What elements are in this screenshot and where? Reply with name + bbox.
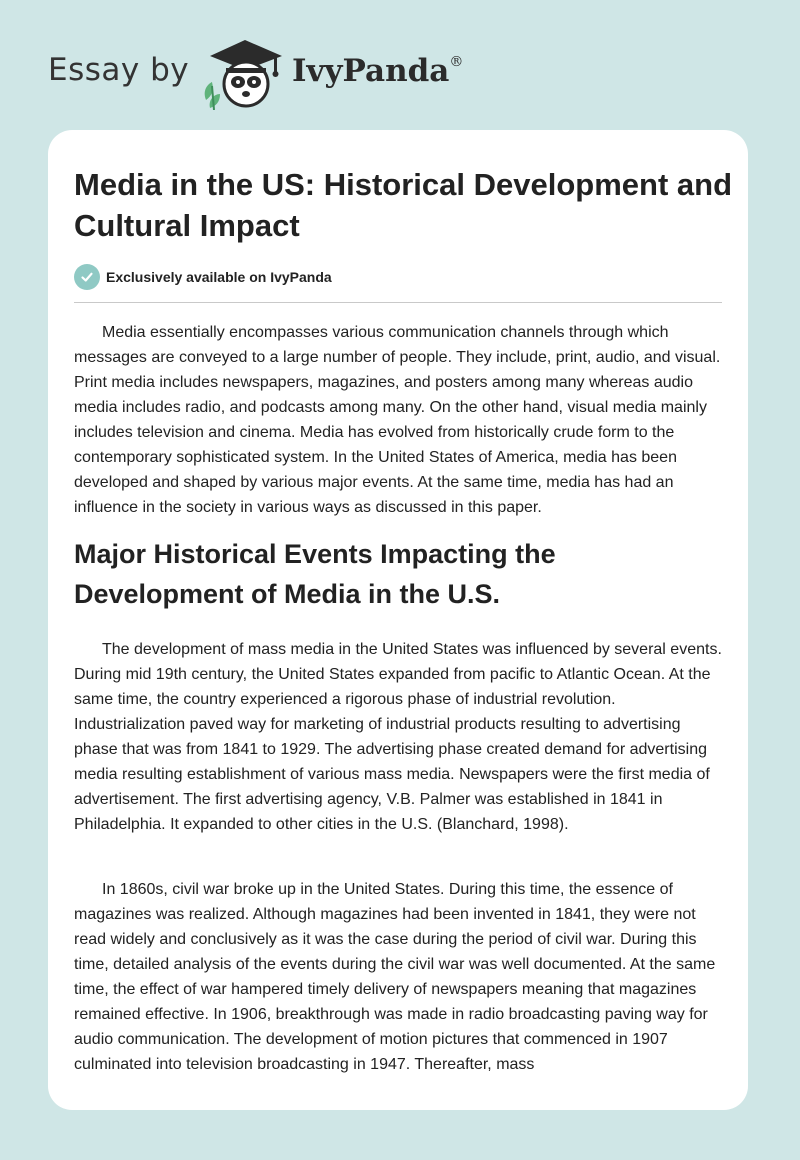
brand-prefix: Essay by xyxy=(48,52,190,88)
brand-name[interactable] xyxy=(292,53,463,89)
panda-graduation-cap-icon[interactable] xyxy=(200,34,290,110)
registered-mark: ® xyxy=(449,53,464,70)
exclusive-badge xyxy=(74,264,332,290)
paragraph-history: The development of mass media in the United States was influenced by several events. During mid 19th century, the United States expanded from pacific to Atlantic Ocean. At the same time, the country experienced a rigorous phase of industrial revolution. Industrialization paved way for marketing of industrial products resulting to advertising phase that was from 1841 to 1929. The advertising phase created demand for advertising media resulting establishment of various mass media. Newspapers were the first media of advertisement. The first advertising agency, V.B. Palmer was established in 1841 in Philadelphia. It expanded to other cities in the U.S. (Blanchard, 1998). xyxy=(74,641,722,833)
paragraph-intro: Media essentially encompasses various communication channels through which messages are conveyed to a large number of people. They include, print, audio, and visual. Print media includes newspapers, magazines, and posters among many whereas audio media includes radio, and podcasts among many. On the other hand, visual media mainly includes television and cinema. Media has evolved from historically crude form to the contemporary sophisticated system. In the United States of America, media has been developed and shaped by various major events. At the same time, media has had an influence in the society in various ways as discussed in this paper. xyxy=(74,324,721,516)
brand-name-text: IvyPanda xyxy=(292,53,450,89)
page-title: Media in the US: Historical Development and Cultural Impact xyxy=(74,167,733,243)
divider xyxy=(74,302,722,303)
paragraph-civil-war: In 1860s, civil war broke up in the United States. During this time, the essence of magazines was realized. Although magazines had been invented in 1841, they were not read widely and conclusively as it was the case during the period of civil war. During this time, detailed analysis of the events during the civil war was well documented. At the same time, the effect of war hampered timely delivery of newspapers meaning that magazines remained effective. In 1906, breakthrough was made in radio broadcasting paving way for audio communication. The development of motion pictures that commenced in 1907 culminated into television broadcasting in 1947. Thereafter, mass xyxy=(74,881,716,1073)
essay-card xyxy=(48,130,748,1110)
section-heading: Major Historical Events Impacting the Development of Media in the U.S. xyxy=(74,539,556,609)
check-icon xyxy=(74,264,100,290)
site-header xyxy=(0,0,800,130)
exclusive-label: Exclusively available on IvyPanda xyxy=(106,269,332,285)
